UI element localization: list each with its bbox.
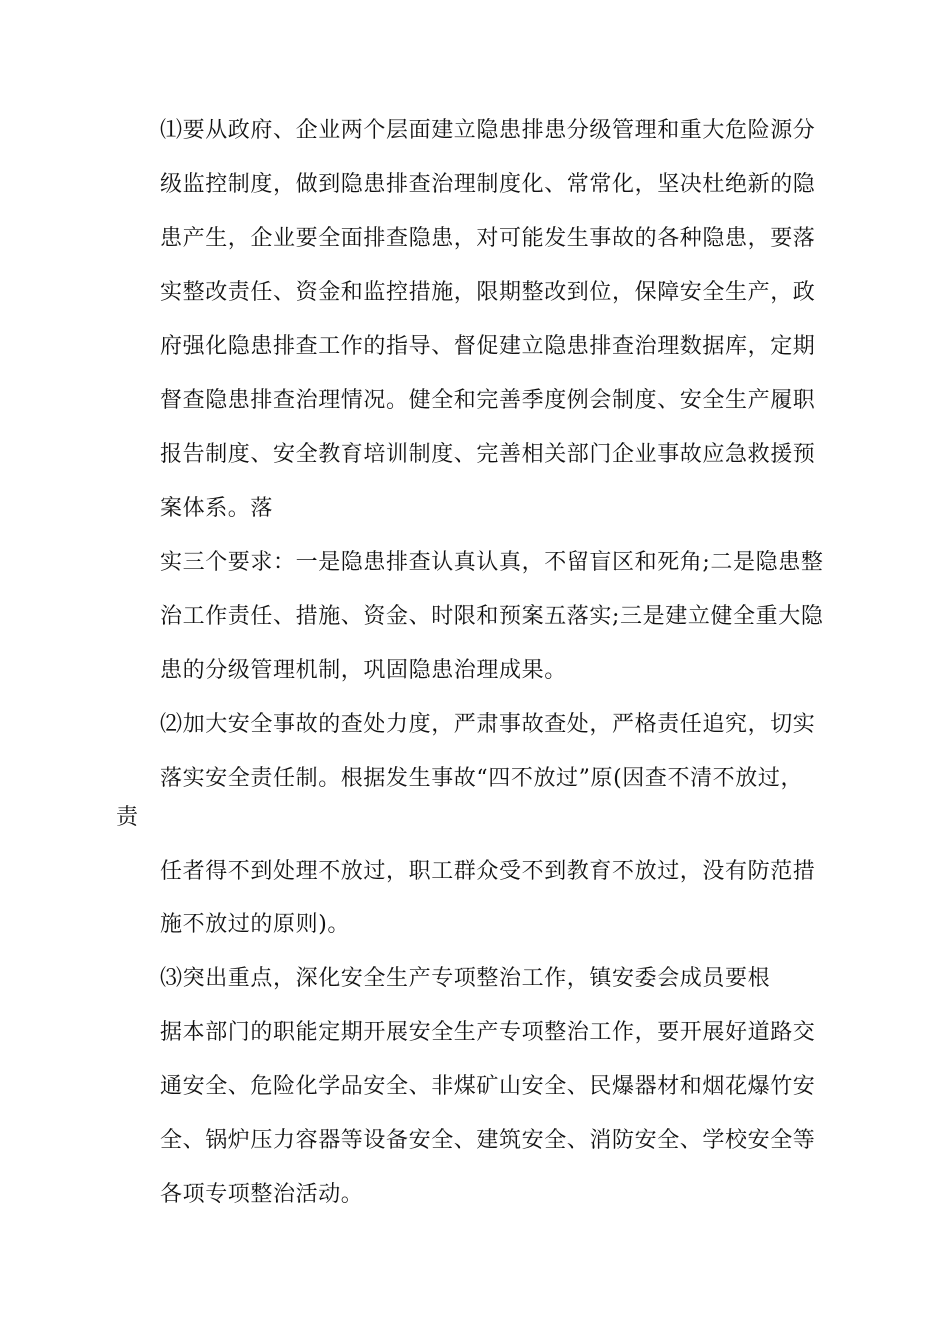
text-line: ⑵加大安全事故的查处力度，严肃事故查处，严格责任追究，切实 — [160, 712, 816, 737]
text-line: 通安全、危险化学品安全、非煤矿山安全、民爆器材和烟花爆竹安 — [160, 1074, 816, 1099]
text-line: 级监控制度，做到隐患排查治理制度化、常常化，坚决杜绝新的隐 — [160, 172, 816, 197]
text-line: 府强化隐患排查工作的指导、督促建立隐患排查治理数据库，定期 — [160, 334, 816, 359]
text-line: 案体系。落 — [160, 496, 274, 521]
text-line: 督查隐患排查治理情况。健全和完善季度例会制度、安全生产履职 — [160, 388, 816, 413]
text-line: 落实安全责任制。根据发生事故“四不放过”原(因查不清不放过， — [160, 766, 804, 791]
text-line: 实整改责任、资金和监控措施，限期整改到位，保障安全生产，政 — [160, 280, 816, 305]
text-line: 治工作责任、措施、资金、时限和预案五落实;三是建立健全重大隐 — [160, 604, 824, 629]
text-line: 全、锅炉压力容器等设备安全、建筑安全、消防安全、学校安全等 — [160, 1128, 816, 1153]
text-line: 据本部门的职能定期开展安全生产专项整治工作，要开展好道路交 — [160, 1020, 816, 1045]
text-line: ⑶突出重点，深化安全生产专项整治工作，镇安委会成员要根 — [160, 966, 771, 991]
text-line: 实三个要求：一是隐患排查认真认真，不留盲区和死角;二是隐患整 — [160, 550, 824, 575]
text-line: 责 — [116, 805, 139, 830]
text-line: 任者得不到处理不放过，职工群众受不到教育不放过，没有防范措 — [160, 859, 816, 884]
text-line: ⑴要从政府、企业两个层面建立隐患排患分级管理和重大危险源分 — [160, 118, 816, 143]
text-line: 患产生，企业要全面排查隐患，对可能发生事故的各种隐患，要落 — [160, 226, 816, 251]
text-line: 患的分级管理机制，巩固隐患治理成果。 — [160, 658, 567, 683]
text-line: 各项专项整治活动。 — [160, 1182, 364, 1207]
text-line: 报告制度、安全教育培训制度、完善相关部门企业事故应急救援预 — [160, 442, 816, 467]
text-line: 施不放过的原则)。 — [160, 912, 350, 937]
